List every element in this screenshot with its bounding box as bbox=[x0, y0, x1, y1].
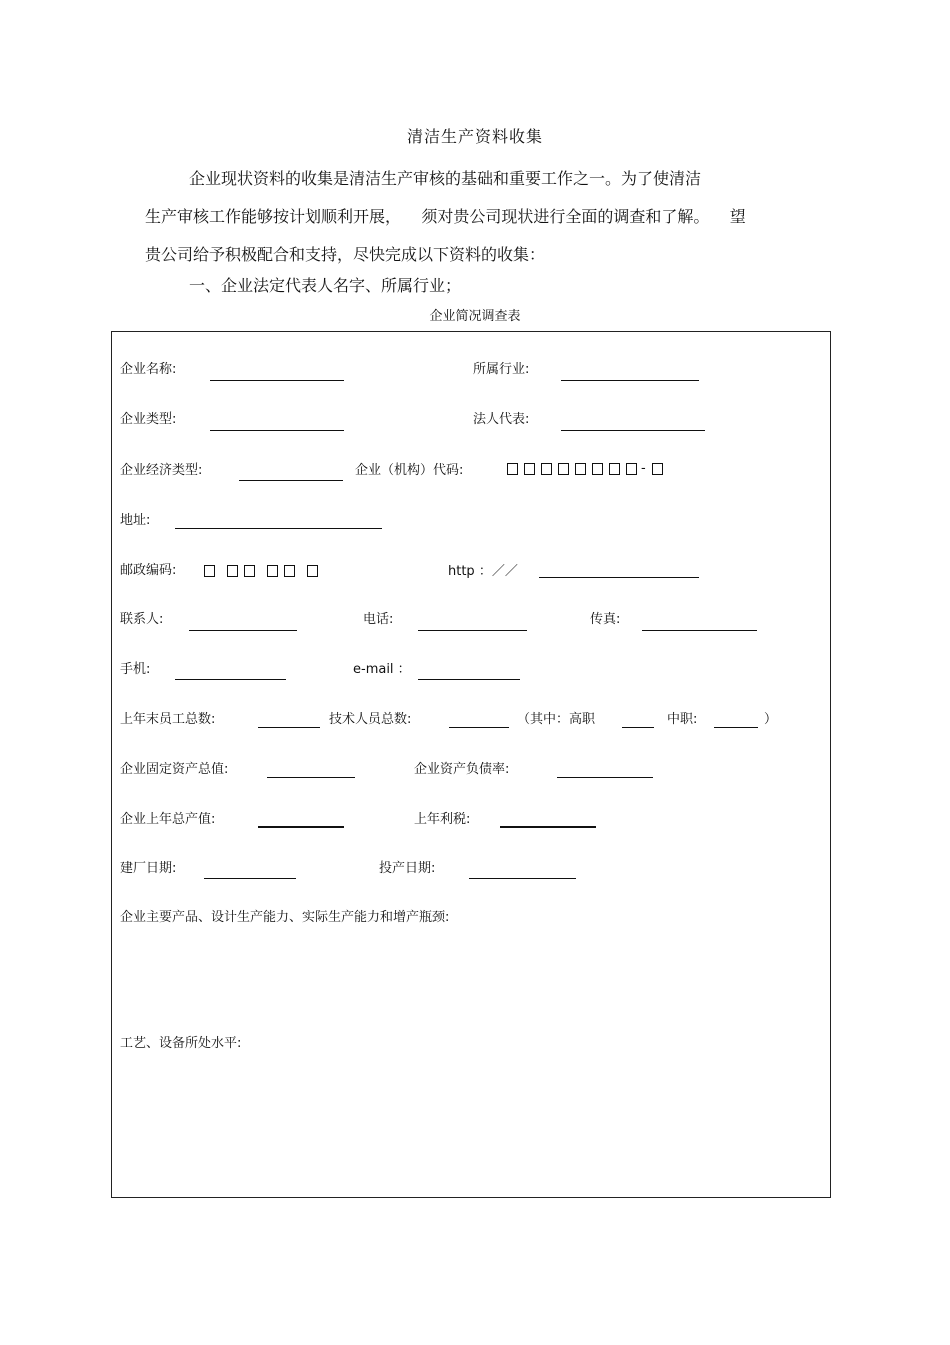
phone-field[interactable] bbox=[418, 630, 527, 631]
production-date-field[interactable] bbox=[469, 878, 576, 879]
postal-code-boxes[interactable] bbox=[204, 565, 324, 577]
fax-field[interactable] bbox=[642, 630, 757, 631]
mobile-field[interactable] bbox=[175, 679, 286, 680]
postal-code-box[interactable] bbox=[267, 565, 278, 577]
profit-tax-label: 上年利税: bbox=[414, 812, 471, 827]
postal-code-box[interactable] bbox=[284, 565, 295, 577]
postal-code-box[interactable] bbox=[227, 565, 238, 577]
org-code-boxes[interactable] bbox=[507, 461, 669, 476]
intro-line-2: 生产审核工作能够按计划顺利开展， 须对贵公司现状进行全面的调查和了解。 望 bbox=[145, 207, 746, 226]
company-name-field[interactable] bbox=[210, 380, 344, 381]
intro-line-3: 贵公司给予积极配合和支持，尽快完成以下资料的收集： bbox=[145, 245, 546, 264]
org-code-box[interactable] bbox=[575, 463, 586, 475]
website-field[interactable] bbox=[539, 577, 699, 578]
contact-label: 联系人: bbox=[120, 612, 164, 627]
org-code-check-box[interactable] bbox=[652, 463, 663, 475]
middle-staff-field[interactable] bbox=[714, 727, 758, 728]
close-paren: ） bbox=[764, 712, 778, 727]
email-field[interactable] bbox=[418, 679, 520, 680]
industry-field[interactable] bbox=[561, 380, 699, 381]
tech-staff-label: 技术人员总数: bbox=[329, 712, 412, 727]
section-heading: 一、企业法定代表人名字、所属行业； bbox=[189, 276, 462, 295]
postal-code-box[interactable] bbox=[204, 565, 215, 577]
postal-code-label: 邮政编码: bbox=[120, 563, 177, 578]
staff-total-label: 上年末员工总数: bbox=[120, 712, 216, 727]
company-type-field[interactable] bbox=[210, 430, 344, 431]
process-level-label: 工艺、设备所处水平: bbox=[120, 1036, 242, 1051]
fixed-assets-field[interactable] bbox=[267, 777, 355, 778]
industry-label: 所属行业: bbox=[473, 362, 530, 377]
middle-staff-label: 中职: bbox=[667, 712, 698, 727]
process-level-area[interactable] bbox=[120, 1056, 820, 1186]
org-code-separator: - bbox=[641, 461, 646, 476]
build-date-field[interactable] bbox=[204, 878, 296, 879]
org-code-box[interactable] bbox=[626, 463, 637, 475]
mobile-label: 手机: bbox=[120, 662, 151, 677]
phone-label: 电话: bbox=[363, 612, 394, 627]
output-value-field[interactable] bbox=[258, 826, 344, 828]
org-code-label: 企业（机构）代码: bbox=[355, 463, 464, 478]
economic-type-field[interactable] bbox=[239, 480, 343, 481]
economic-type-label: 企业经济类型: bbox=[120, 463, 203, 478]
debt-ratio-label: 企业资产负债率: bbox=[414, 762, 510, 777]
company-name-label: 企业名称: bbox=[120, 362, 177, 377]
table-caption: 企业简况调查表 bbox=[429, 309, 521, 324]
org-code-box[interactable] bbox=[558, 463, 569, 475]
document-title: 清洁生产资料收集 bbox=[406, 127, 543, 146]
fixed-assets-label: 企业固定资产总值: bbox=[120, 762, 229, 777]
staff-total-field[interactable] bbox=[258, 727, 320, 728]
org-code-box[interactable] bbox=[507, 463, 518, 475]
fax-label: 传真: bbox=[590, 612, 621, 627]
company-type-label: 企业类型: bbox=[120, 412, 177, 427]
debt-ratio-field[interactable] bbox=[557, 777, 653, 778]
contact-field[interactable] bbox=[189, 630, 297, 631]
profit-tax-field[interactable] bbox=[500, 826, 596, 828]
address-label: 地址: bbox=[120, 513, 151, 528]
main-products-area[interactable] bbox=[120, 930, 820, 1026]
intro-line-1: 企业现状资料的收集是清洁生产审核的基础和重要工作之一。为了使清洁 bbox=[189, 169, 702, 188]
output-value-label: 企业上年总产值: bbox=[120, 812, 216, 827]
org-code-box[interactable] bbox=[524, 463, 535, 475]
build-date-label: 建厂日期: bbox=[120, 861, 177, 876]
legal-rep-label: 法人代表: bbox=[473, 412, 530, 427]
senior-staff-label: （其中：高职 bbox=[517, 712, 596, 727]
org-code-box[interactable] bbox=[609, 463, 620, 475]
org-code-box[interactable] bbox=[541, 463, 552, 475]
email-label: e-mail ： bbox=[353, 662, 411, 677]
address-field[interactable] bbox=[175, 528, 382, 529]
org-code-box[interactable] bbox=[592, 463, 603, 475]
main-products-label: 企业主要产品、设计生产能力、实际生产能力和增产瓶颈: bbox=[120, 910, 450, 925]
production-date-label: 投产日期: bbox=[379, 861, 436, 876]
senior-staff-field[interactable] bbox=[622, 727, 654, 728]
tech-staff-field[interactable] bbox=[449, 727, 509, 728]
postal-code-box[interactable] bbox=[244, 565, 255, 577]
company-survey-form bbox=[111, 331, 831, 1198]
website-label: http ：／／ bbox=[448, 564, 518, 579]
intro-paragraph bbox=[145, 160, 805, 274]
legal-rep-field[interactable] bbox=[561, 430, 705, 431]
postal-code-box[interactable] bbox=[307, 565, 318, 577]
